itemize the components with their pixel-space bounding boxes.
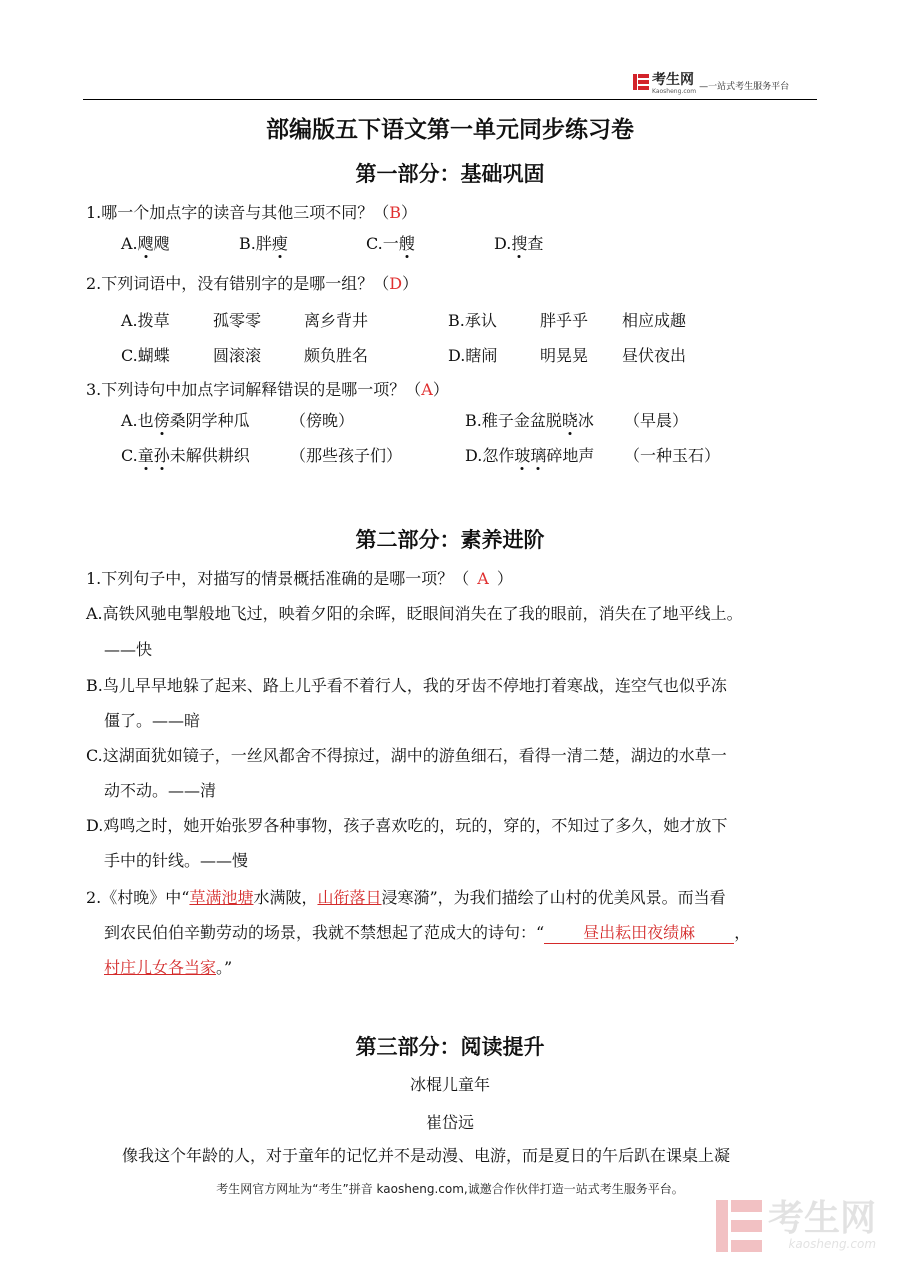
fill-answer: 山衔落日 (317, 888, 382, 907)
watermark-text: 考生网 (768, 1198, 877, 1239)
article-paragraph: 像我这个年龄的人，对于童年的记忆并不是动漫、电游，而是夏日的午后趴在课桌上凝 (122, 1146, 731, 1165)
logo-subtext: Kaosheng.com (652, 88, 697, 95)
question-2-2-line2: 到农民伯伯辛勤劳动的场景，我就不禁想起了范成大的诗句：“ 昼出耘田夜绩麻 ， (104, 923, 751, 942)
option-row: B.承认 (448, 311, 497, 330)
option-row: D.瞎闹 (448, 346, 498, 365)
option-1-1-a: A.飕飕 (121, 234, 170, 253)
brand-logo-icon (716, 1200, 762, 1252)
option-2-1-b: B.鸟儿早早地躲了起来、路上儿乎看不着行人，我的牙齿不停地打着寒战，连空气也似乎冻 (86, 676, 727, 695)
fill-answer: 草满池塘 (189, 888, 254, 907)
question-2-2-line3: 村庄儿女各当家。” (104, 958, 233, 977)
option-1-3-a: A.也傍桑阴学种瓜 (121, 411, 250, 430)
option-2-1-d-cont: 手中的针线。——慢 (104, 851, 249, 870)
option-word: 昼伏夜出 (622, 346, 687, 365)
fill-answer: 村庄儿女各当家 (104, 958, 217, 977)
section-heading-part1: 第一部分：基础巩固 (355, 162, 545, 186)
answer-1-1: B (389, 203, 402, 222)
question-2-1: 1.下列句子中，对描写的情景概括准确的是哪一项？（ A ） (86, 569, 513, 588)
page-title: 部编版五下语文第一单元同步练习卷 (266, 117, 634, 143)
question-1-3: 3.下列诗句中加点字词解释错误的是哪一项？（A） (86, 380, 449, 399)
option-word: 明晃晃 (540, 346, 589, 365)
section-heading-part3: 第三部分：阅读提升 (355, 1035, 545, 1059)
question-1-1: 1.哪一个加点字的读音与其他三项不同？（B） (86, 203, 418, 222)
option-1-1-d: D.搜查 (494, 234, 544, 253)
answer-2-1: A (477, 569, 489, 588)
header-logo (633, 69, 789, 95)
option-word: 圆滚滚 (213, 346, 262, 365)
logo-text: 考生网 (652, 72, 694, 88)
option-1-3-d-note: （一种玉石） (624, 446, 721, 465)
option-2-1-b-cont: 僵了。——暗 (104, 711, 201, 730)
answer-1-2: D (389, 274, 403, 293)
watermark (716, 1200, 876, 1252)
option-1-1-c: C.一艘 (366, 234, 415, 253)
option-word: 颇负胜名 (304, 346, 369, 365)
article-title: 冰棍儿童年 (409, 1075, 490, 1094)
option-1-3-b: B.稚子金盆脱晓冰 (465, 411, 594, 430)
option-2-1-a: A.高铁风驰电掣般地飞过，映着夕阳的余晖，眨眼间消失在了我的眼前，消失在了地平线上。 (86, 604, 743, 623)
option-2-1-c-cont: 动不动。——清 (104, 781, 217, 800)
brand-logo-icon (633, 74, 649, 90)
question-2-2-line1: 2.《村晚》中“草满池塘水满陂，山衔落日浸寒漪”，为我们描绘了山村的优美风景。而当看 (86, 888, 726, 907)
option-row: C.蝴蝶 (121, 346, 170, 365)
option-2-1-d: D.鸡鸣之时，她开始张罗各种事物，孩子喜欢吃的，玩的，穿的，不知过了多久，她才放下 (86, 816, 728, 835)
article-author: 崔岱远 (425, 1113, 474, 1132)
header-slogan: —一站式考生服务平台 (699, 81, 790, 92)
answer-1-3: A (421, 380, 433, 399)
option-word: 胖乎乎 (540, 311, 589, 330)
option-row: A.拨草 (121, 311, 170, 330)
option-2-1-c: C.这湖面犹如镜子，一丝风都舍不得掠过，湖中的游鱼细石，看得一清二楚，湖边的水草一 (86, 746, 727, 765)
option-1-3-a-note: （傍晚） (290, 411, 355, 430)
option-1-3-c-note: （那些孩子们） (290, 446, 403, 465)
option-word: 相应成趣 (622, 311, 687, 330)
option-1-1-b: B.胖瘦 (239, 234, 288, 253)
footer-note: 考生网官方网址为“考生”拼音 kaosheng.com,诚邀合作伙伴打造一站式考生服务平台。 (216, 1182, 684, 1196)
option-word: 离乡背井 (304, 311, 369, 330)
fill-answer: 昼出耘田夜绩麻 (544, 923, 734, 944)
option-1-3-c: C.童孙未解供耕织 (121, 446, 250, 465)
header-divider (83, 99, 817, 100)
option-1-3-b-note: （早晨） (624, 411, 689, 430)
option-word: 孤零零 (213, 311, 262, 330)
option-1-3-d: D.忽作玻璃碎地声 (465, 446, 595, 465)
section-heading-part2: 第二部分：素养进阶 (355, 528, 545, 552)
question-1-2: 2.下列词语中，没有错别字的是哪一组？（D） (86, 274, 419, 293)
watermark-subtext: kaosheng.com (788, 1237, 877, 1251)
option-2-1-a-cont: ——快 (104, 640, 153, 659)
